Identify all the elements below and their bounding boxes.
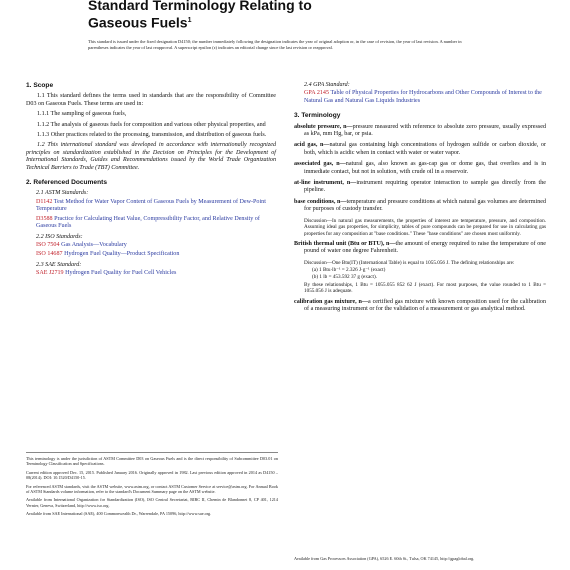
term-name: absolute pressure, n— — [294, 123, 353, 130]
discussion-btu: Discussion—One Btu(IT) (International Table) is equal to 1055.056 J. The defining relationships are: — [304, 259, 515, 266]
document-title — [88, 0, 508, 31]
term-definition: pressure measured with reference to absolute zero pressure, usually expressed as kPa, mm Hg, bar, or psia. — [304, 123, 546, 138]
ref-title[interactable]: Practice for Calculating Heat Value, Compressibility Factor, and Relative Density of Gaseous Fuels — [36, 215, 260, 230]
footnote-4: Available from International Organization for Standardization (ISO), ISO Central Secretariat, BIBC II, Chemin de Blandonnet 8, CP 401, 1214 Vernier, Geneva, Switzerland, http://www.iso.org. — [26, 497, 278, 508]
ref-code[interactable]: ISO 14687 — [36, 251, 63, 258]
term-name: associated gas, n— — [294, 161, 346, 168]
title-line-1: Standard Terminology Relating to — [88, 0, 312, 13]
scope-heading: 1. Scope — [26, 82, 54, 89]
term-name: acid gas, n— — [294, 142, 330, 149]
term-entry — [294, 299, 546, 314]
title-line-2-wrap — [88, 13, 508, 31]
term-definition: a certified gas mixture with known composition used for the calibration of a measuring instrument or for the validation of a measurement or gas analytical method. — [304, 298, 546, 313]
term-name: British thermal unit (Btu or BTU), n— — [294, 240, 396, 247]
ref-code[interactable]: D1142 — [36, 198, 53, 205]
right-column — [294, 82, 546, 318]
terminology-heading: 3. Terminology — [294, 112, 341, 120]
scope-1-1-3: 1.1.3 Other practices related to the processing, transmission, and distribution of gaseous fuels. — [37, 132, 267, 139]
refs-heading: 2. Referenced Documents — [26, 179, 107, 187]
ref-item[interactable] — [26, 242, 276, 249]
term-name: base conditions, n— — [294, 198, 347, 205]
term-entry — [294, 124, 546, 139]
ref-code[interactable]: ISO 7504 — [36, 241, 60, 248]
ref-code[interactable]: D3588 — [36, 215, 53, 222]
title-footnote-mark: 1 — [187, 17, 192, 24]
scope-1-1-2: 1.1.2 The analysis of gaseous fuels for composition and various other physical properties, and — [37, 121, 266, 128]
ref-item[interactable] — [26, 251, 276, 258]
ref-title[interactable]: Hydrogen Fuel Quality—Product Specification — [64, 251, 180, 258]
designation-notice: This standard is issued under the fixed designation D4150; the number immediately following the designation indicates the year of original adoption or, in the case of revision, the year of last revision. A number in parentheses indicates the year of last reapproval. A superscript epsilon (ε) indicates an editorial change since the last revision or reapproval. — [88, 39, 462, 50]
gpa-label: 2.4 GPA Standard: — [304, 82, 350, 88]
footnote-2: Current edition approved Dec. 15, 2015. Published January 2016. Originally approved in 1982. Last previous edition approved in 2014 as D4150 – 08(2014). DOI: 10.1520/D4150-15. — [26, 469, 278, 481]
sae-label: 2.3 SAE Standard: — [36, 261, 82, 268]
ref-title[interactable]: Hydrogen Fuel Quality for Fuel Cell Vehicles — [65, 270, 177, 277]
footnote-1: This terminology is under the jurisdiction of ASTM Committee D03 on Gaseous Fuels and is the direct responsibility of Subcommittee D03.01 on Terminology Classification and Specifications. — [26, 456, 278, 467]
title-line-2: Gaseous Fuels — [88, 14, 188, 31]
term-definition: temperature and pressure conditions at which natural gas volumes are determined for purposes of custody transfer. — [304, 198, 547, 213]
ref-code[interactable]: GPA 2145 — [304, 90, 330, 97]
scope-1-2: 1.2 This international standard was developed in accordance with internationally recognized principles on standardization established in the Decision on Principles for the Development of International Standards, Guides and Recommendations issued by the World Trade Organization Technical Barriers to Trade (TBT) Committee. — [26, 142, 276, 171]
scope-1-1: 1.1 This standard defines the terms used in standards that are the responsibility of Committee D03 on Gaseous Fuels. These terms are used in: — [26, 93, 276, 107]
astm-label: 2.1 ASTM Standards: — [36, 190, 89, 197]
ref-title[interactable]: Test Method for Water Vapor Content of Gaseous Fuels by Measurement of Dew-Point Temperature — [36, 198, 266, 213]
term-entry — [294, 241, 546, 256]
term-entry — [294, 142, 546, 157]
term-definition: natural gas, also known as gas-cap gas or dome gas, that overlies and is in immediate contact, but not in solution, with crude oil in a reservoir. — [304, 161, 546, 175]
left-column — [26, 82, 276, 280]
footnote-3: For referenced ASTM standards, visit the ASTM website, www.astm.org, or contact ASTM Customer Service at service@astm.org. For Annual Book of ASTM Standards volume information, refer to the standard's Document Summary page on the ASTM website. — [26, 483, 278, 495]
term-definition: instrument requiring operator interaction to sample gas directly from the pipeline. — [304, 180, 546, 194]
ref-title[interactable]: Table of Physical Properties for Hydrocarbons and Other Compounds of Interest to the Natural Gas and Natural Gas Liquids Industries — [304, 90, 542, 104]
term-definition: natural gas containing high concentrations of hydrogen sulfide or carbon dioxide, or both, which is acidic when in contact with water or water vapor. — [304, 142, 546, 156]
term-name: calibration gas mixture, n— — [294, 298, 369, 305]
iso-label: 2.2 ISO Standards: — [36, 233, 83, 240]
footnote-6: Available from Gas Processors Association (GPA), 6526 E. 60th St., Tulsa, OK 74145, http://gpaglobal.org. — [294, 556, 475, 561]
discussion-btu-exact: By these relationships, 1 Btu = 1055.055 852 62 J (exact). For most purposes, the value rounded to 1 Btu = 1055.056 J is adequate. — [304, 281, 546, 295]
footnotes — [26, 452, 278, 520]
footnote-5: Available from SAE International (SAE), 400 Commonwealth Dr., Warrendale, PA 15096, http://www.sae.org. — [26, 511, 212, 517]
ref-title[interactable]: Gas Analysis—Vocabulary — [61, 241, 127, 248]
ref-item[interactable] — [294, 90, 546, 105]
term-definition: the amount of energy required to raise the temperature of one pound of water one degree Fahrenheit. — [304, 240, 546, 255]
term-entry — [294, 199, 546, 214]
ref-item[interactable] — [26, 216, 276, 231]
term-name: at-line instrument, n— — [294, 180, 357, 187]
ref-item[interactable] — [26, 199, 276, 214]
discussion-base-conditions: Discussion—In natural gas measurements, the properties of interest are temperature, pressure, and composition. Assuming ideal gas properties, for simplicity, tables of pure compounds can be prepared for use in calculating gas properties for any composition at "base conditions." These "base conditions" are chosen most uniformly. — [304, 217, 546, 237]
scope-1-1-1: 1.1.1 The sampling of gaseous fuels, — [37, 111, 127, 118]
term-entry — [294, 180, 546, 195]
equation-b: (b) 1 lb = 453.592 37 g (exact). — [312, 273, 378, 280]
ref-item[interactable] — [26, 270, 276, 277]
ref-code[interactable]: SAE J2719 — [36, 270, 64, 277]
term-entry — [294, 161, 546, 176]
equation-a: (a) 1 Btu·lb⁻¹ = 2.326 J·g⁻¹ (exact) — [312, 267, 386, 274]
